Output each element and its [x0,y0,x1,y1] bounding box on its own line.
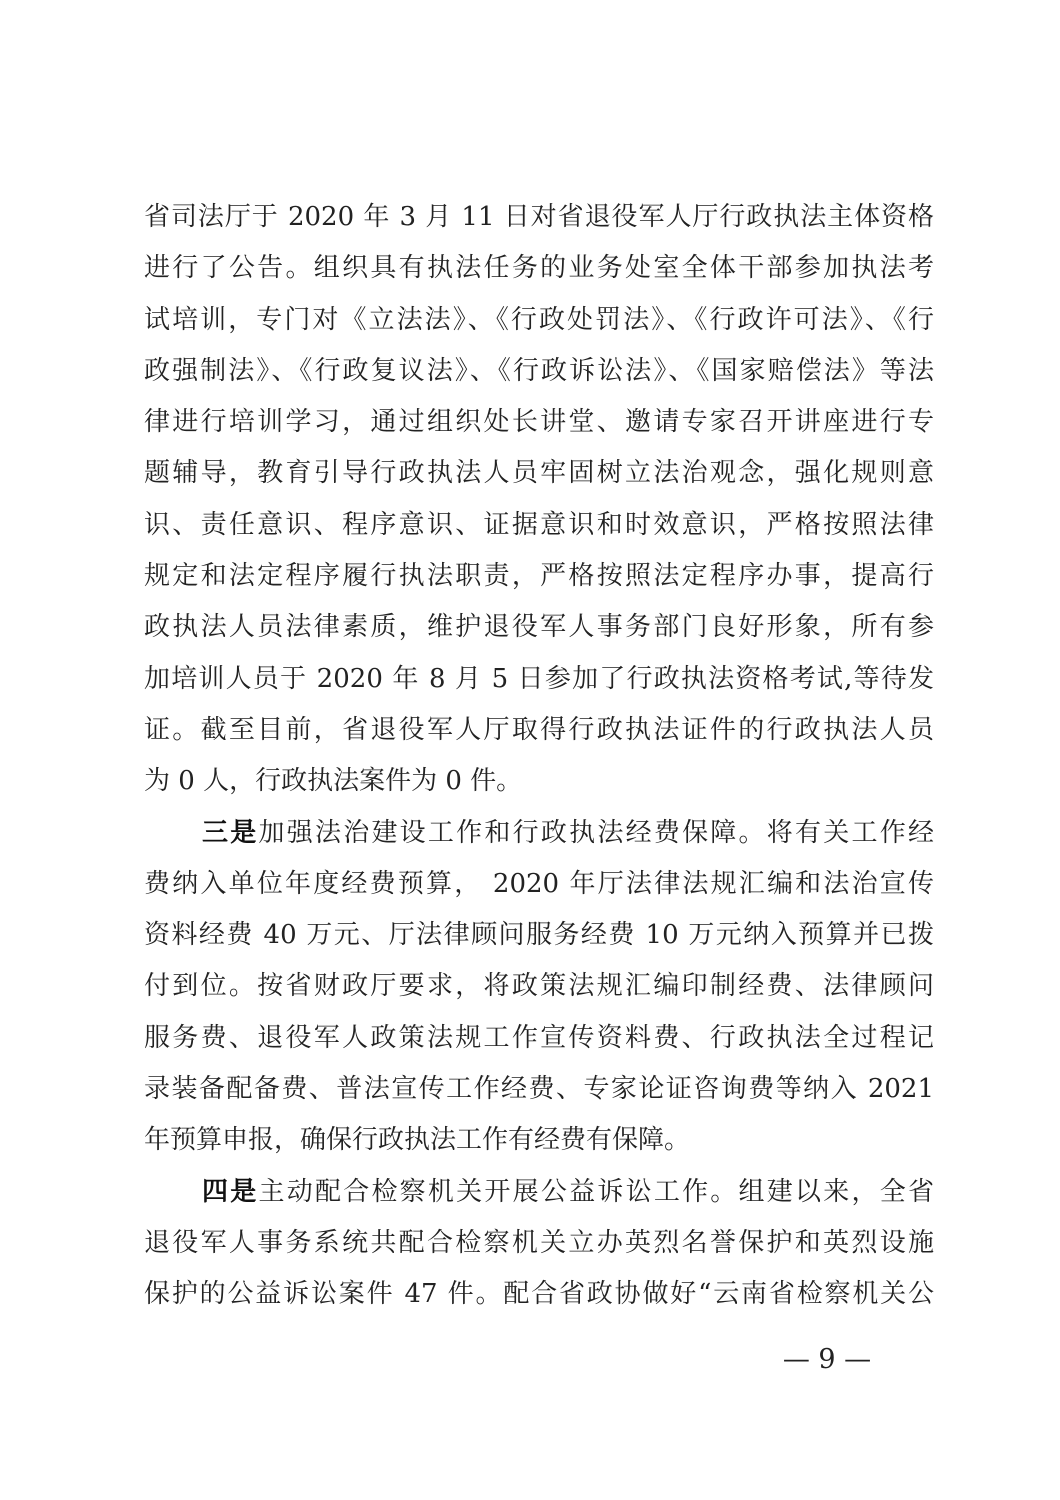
paragraph-lead: 三是 [202,817,259,848]
text-line: 加培训人员于 2020 年 8 月 5 日参加了行政执法资格考试,等待发 [144,663,934,694]
body-text [144,192,934,1321]
text-line-content: 主动配合检察机关开展公益诉讼工作。组建以来，全省 [258,1176,934,1207]
text-line: 题辅导，教育引导行政执法人员牢固树立法治观念，强化规则意 [144,458,934,489]
text-line: 政执法人员法律素质，维护退役军人事务部门良好形象，所有参 [144,612,934,643]
paragraph-1 [144,192,934,808]
paragraph-lead: 四是 [202,1176,259,1207]
text-line: 资料经费 40 万元、厅法律顾问服务经费 10 万元纳入预算并已拨 [144,920,934,951]
text-line: 进行了公告。组织具有执法任务的业务处室全体干部参加执法考 [144,253,934,284]
text-line [144,1167,934,1218]
text-line: 付到位。按省财政厅要求，将政策法规汇编印制经费、法律顾问 [144,971,934,1002]
text-line: 录装备配备费、普法宣传工作经费、专家论证咨询费等纳入 2021 [144,1074,934,1105]
text-line: 省司法厅于 2020 年 3 月 11 日对省退役军人厅行政执法主体资格 [144,202,934,232]
paragraph-2 [144,808,934,1167]
text-line: 证。截至目前，省退役军人厅取得行政执法证件的行政执法人员 [144,714,934,745]
text-line: 试培训，专门对《立法法》、《行政处罚法》、《行政许可法》、《行 [144,304,934,335]
text-line: 退役军人事务系统共配合检察机关立办英烈名誉保护和英烈设施 [144,1227,934,1258]
text-line: 年预算申报，确保行政执法工作有经费有保障。 [144,1125,691,1156]
text-line: 保护的公益诉讼案件 47 件。配合省政协做好“云南省检察机关公 [144,1279,934,1310]
paragraph-3 [144,1167,934,1321]
text-line: 政强制法》、《行政复议法》、《行政诉讼法》、《国家赔偿法》等法 [144,355,934,386]
text-line: 识、责任意识、程序意识、证据意识和时效意识，严格按照法律 [144,509,934,540]
text-line: 律进行培训学习，通过组织处长讲堂、邀请专家召开讲座进行专 [144,407,934,438]
text-line [144,808,934,859]
page-number: — 9 — [782,1344,872,1375]
text-line: 费纳入单位年度经费预算， 2020 年厅法律法规汇编和法治宣传 [144,868,934,899]
text-line: 服务费、退役军人政策法规工作宣传资料费、行政执法全过程记 [144,1022,934,1053]
text-line-content: 加强法治建设工作和行政执法经费保障。将有关工作经 [258,817,934,848]
text-line: 规定和法定程序履行执法职责，严格按照法定程序办事，提高行 [144,561,934,592]
text-line: 为 0 人，行政执法案件为 0 件。 [144,766,523,797]
